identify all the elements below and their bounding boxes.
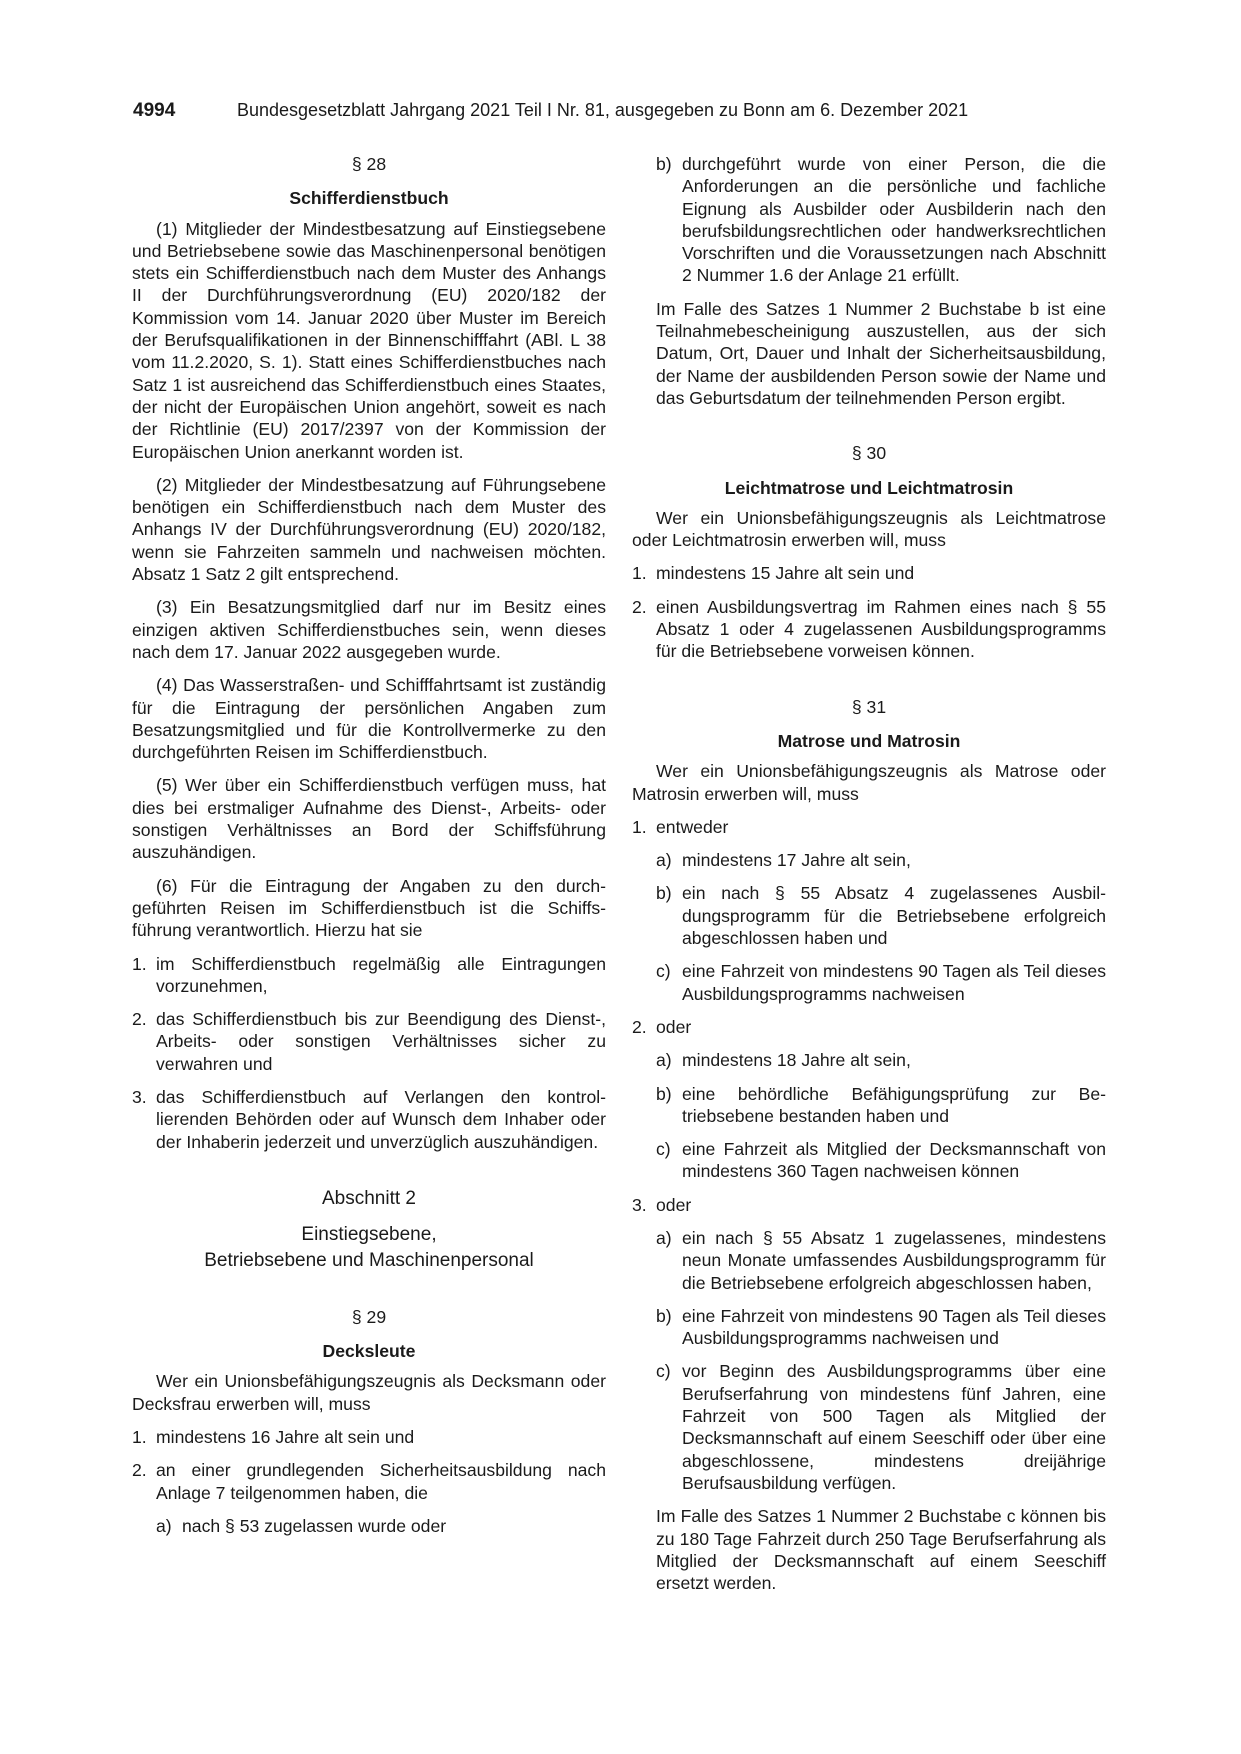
right-column (632, 153, 1106, 1605)
paragraph: Wer ein Unionsbefähigungszeugnis als Matrose oder Matrosin erwerben will, muss (632, 761, 1106, 804)
section-29-title: Decksleute (322, 1341, 416, 1362)
list-item: 2. an einer grundlegenden Sicherheitsausbildung nach Anlage 7 teilgenommen haben, die (132, 1460, 606, 1503)
section-31-title: Matrose und Matrosin (777, 730, 961, 751)
list-item: 3. das Schifferdienstbuch auf Verlangen den kontrollierenden Behörden oder auf Wunsch dem Inhaber oder der Inhaberin jederzeit und unverzüglich auszuhändigen. (132, 1086, 606, 1152)
paragraph: (3) Ein Besatzungsmitglied darf nur im Besitz eines einzigen aktiven Schifferdienstbuches sein, wenn dieses nach dem 17. Januar 2022 ausgegeben wurde. (132, 597, 606, 662)
section-29-number: § 29 (351, 1306, 387, 1327)
list-item: 1. mindestens 16 Jahre alt sein und (132, 1427, 415, 1448)
paragraph: Wer ein Unionsbefähigungszeugnis als Leichtmatrose oder Leichtmatrosin erwerben will, muss (632, 507, 1106, 551)
abschnitt-title-line2: Betriebsebene und Maschinenpersonal (204, 1249, 534, 1271)
section-31-number: § 31 (851, 696, 887, 717)
list-item: 2. das Schifferdienstbuch bis zur Beendigung des Dienst-, Arbeits- oder sonstigen Verhältnisses sicher zu verwahren und (132, 1009, 606, 1074)
section-28-title: Schifferdienstbuch (289, 188, 449, 209)
section-30-title: Leichtmatrose und Leichtmatrosin (724, 477, 1014, 498)
sub-list-item: b) ein nach § 55 Absatz 4 zugelassenes Ausbildungsprogramm für die Betriebsebene erfolgreich abgeschlossen haben und (656, 883, 1106, 949)
abschnitt-title-line1: Einstiegsebene, (301, 1223, 437, 1245)
running-title: Bundesgesetzblatt Jahrgang 2021 Teil I Nr. 81, ausgegeben zu Bonn am 6. Dezember 2021 (237, 100, 969, 120)
sub-list-item: b) eine Fahrzeit von mindestens 90 Tagen als Teil dieses Ausbildungsprogramms nachweisen und (656, 1305, 1106, 1349)
sub-list-item: c) eine Fahrzeit als Mitglied der Decksmannschaft von mindestens 360 Tagen nachweisen können (656, 1139, 1106, 1182)
list-item: 2. einen Ausbildungsvertrag im Rahmen eines nach § 55 Absatz 1 oder 4 zugelassenen Ausbildungsprogramms für die Betriebsebene vorweisen können. (632, 596, 1106, 662)
abschnitt-heading: Abschnitt 2 (322, 1187, 416, 1209)
section-28-number: § 28 (351, 154, 387, 174)
paragraph: (1) Mitglieder der Mindestbesatzung auf Einstiegsebene und Betriebsebene sowie das Maschinenpersonal benötigen stets ein Schifferdienstbuch nach dem Muster des Anhangs II der Durchführungsverordnung (EU) 2020/182 der Kommission vom 14. Januar 2020 über Muster im Bereich der Berufsqualifikationen in der Binnenschifffahrt (ABl. L 38 vom 11.2.2020, S. 1). Statt eines Schifferdienstbuches nach Satz 1 ist ausreichend das Schifferdienstbuch eines Staates, der nicht der Europäischen Union angehört, soweit es nach der Richtlinie (EU) 2017/2397 von der Kommission der Europäischen Union anerkannt worden ist. (132, 218, 606, 462)
paragraph: Wer ein Unionsbefähigungszeugnis als Decksmann oder Decksfrau erwerben will, muss (132, 1371, 606, 1414)
paragraph: (6) Für die Eintragung der Angaben zu den durchgeführten Reisen im Schifferdienstbuch ist die Schiffsführung verantwortlich. Hierzu hat sie (132, 875, 606, 941)
left-column (132, 153, 606, 1548)
sub-list-item: a) mindestens 18 Jahre alt sein, (656, 1050, 911, 1071)
sub-list-item: a) nach § 53 zugelassen wurde oder (156, 1515, 447, 1536)
list-item: 1. entweder (632, 816, 729, 837)
list-item: 1. mindestens 15 Jahre alt sein und (632, 563, 915, 584)
sub-list-item: a) ein nach § 55 Absatz 1 zugelassenes, mindestens neun Monate umfassendes Ausbildungsprogramm für die Betriebsebene erfolgreich abgeschlossen haben, (656, 1227, 1106, 1293)
list-item: 3. oder (632, 1194, 692, 1215)
sub-list-item: b) durchgeführt wurde von einer Person, die die Anforderungen an die persönliche und fachliche Eignung als Ausbilder oder Ausbilderin nach den berufsbildungsrechtlichen oder handwerksrechtlichen Vorschriften und die Voraussetzungen nach Abschnitt 2 Nummer 1.6 der Anlage 21 erfüllt. (656, 154, 1106, 286)
list-item: 2. oder (632, 1016, 692, 1037)
paragraph: (2) Mitglieder der Mindestbesatzung auf Führungsebene benötigen ein Schifferdienstbuch nach dem Muster des Anhangs IV der Durchführungsverordnung (EU) 2020/182, wenn sie Fahrzeiten sammeln und nachweisen möchten. Absatz 1 Satz 2 gilt entsprechend. (132, 474, 606, 585)
paragraph: Im Falle des Satzes 1 Nummer 2 Buchstabe b ist eine Teilnahmebescheinigung auszustellen, aus der sich Datum, Ort, Dauer und Inhalt der Sicherheitsausbildung, der Name der ausbildenden Person sowie der Name und das Geburtsdatum der teilnehmenden Person ergibt. (656, 298, 1106, 408)
paragraph: Im Falle des Satzes 1 Nummer 2 Buchstabe c können bis zu 180 Tage Fahrzeit durch 250 Tage Berufserfahrung als Mitglied der Decksmannschaft auf einem Seeschiff ersetzt werden. (656, 1506, 1106, 1594)
sub-list-item: b) eine behördliche Befähigungsprüfung zur Betriebsebene bestanden haben und (656, 1083, 1106, 1126)
section-30-number: § 30 (851, 443, 887, 464)
sub-list-item: a) mindestens 17 Jahre alt sein, (656, 850, 911, 871)
paragraph: (5) Wer über ein Schifferdienstbuch verfügen muss, hat dies bei erstmaliger Aufnahme des Dienst-, Arbeits- oder sonstigen Verhältnisses an Bord der Schiffsführung auszuhändigen. (132, 775, 606, 863)
paragraph: (4) Das Wasserstraßen- und Schifffahrtsamt ist zuständig für die Eintragung der persönlichen Angaben zum Besatzungsmitglied und für die Kontrollvermerke zu den durchgeführten Reisen im Schifferdienstbuch. (132, 675, 606, 763)
sub-list-item: c) vor Beginn des Ausbildungsprogramms über eine Berufserfahrung von mindestens fünf Jahren, eine Fahrzeit von 500 Tagen als Mitglied der Decksmannschaft auf einem Seeschiff oder über eine abgeschlossene, mindestens dreijährige Berufsausbildung verfügen. (656, 1361, 1106, 1493)
list-item: 1. im Schifferdienstbuch regelmäßig alle Eintragungen vorzunehmen, (132, 953, 606, 996)
sub-list-item: c) eine Fahrzeit von mindestens 90 Tagen als Teil dieses Ausbildungsprogramms nachweisen (656, 961, 1106, 1004)
page-header (133, 100, 1113, 122)
page-number: 4994 (133, 100, 176, 121)
